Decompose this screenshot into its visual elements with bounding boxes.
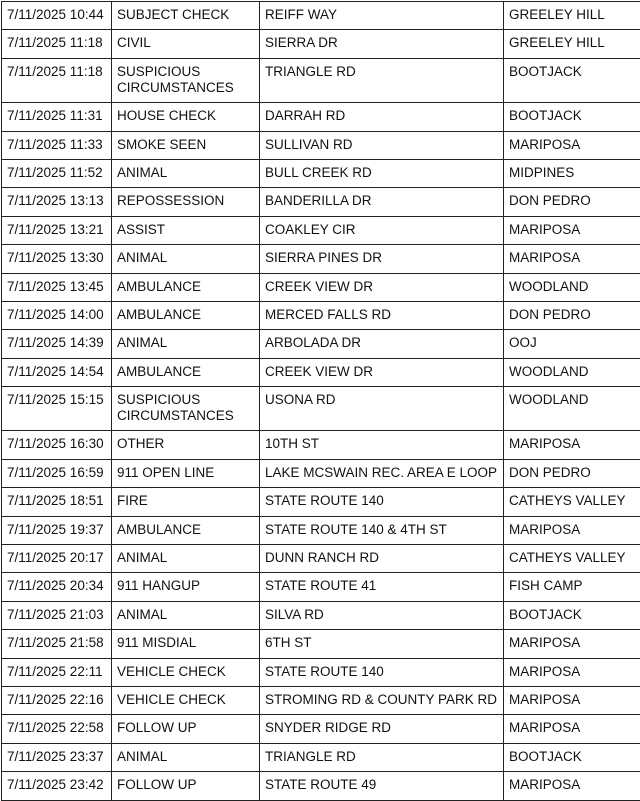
location-cell: CREEK VIEW DR	[260, 273, 504, 301]
location-cell: USONA RD	[260, 387, 504, 431]
call-type-cell: 911 HANGUP	[112, 573, 260, 601]
call-type-cell: ANIMAL	[112, 159, 260, 187]
datetime-cell: 7/11/2025 19:37	[2, 516, 112, 544]
table-row	[2, 573, 640, 601]
table-row	[2, 216, 640, 244]
table-row	[2, 715, 640, 743]
location-cell: BULL CREEK RD	[260, 159, 504, 187]
call-type-cell: CIVIL	[112, 30, 260, 58]
location-cell: COAKLEY CIR	[260, 216, 504, 244]
datetime-cell: 7/11/2025 21:58	[2, 630, 112, 658]
city-cell: FISH CAMP	[504, 573, 640, 601]
location-cell: SIERRA DR	[260, 30, 504, 58]
datetime-cell: 7/11/2025 14:54	[2, 358, 112, 386]
table-row	[2, 743, 640, 771]
call-type-cell: SUBJECT CHECK	[112, 2, 260, 30]
table-row	[2, 103, 640, 131]
datetime-cell: 7/11/2025 11:33	[2, 131, 112, 159]
table-row	[2, 658, 640, 686]
datetime-cell: 7/11/2025 10:44	[2, 2, 112, 30]
call-type-cell: HOUSE CHECK	[112, 103, 260, 131]
location-cell: STATE ROUTE 140 & 4TH ST	[260, 516, 504, 544]
location-cell: SNYDER RIDGE RD	[260, 715, 504, 743]
table-row	[2, 459, 640, 487]
datetime-cell: 7/11/2025 22:11	[2, 658, 112, 686]
city-cell: MARIPOSA	[504, 772, 640, 800]
table-row	[2, 188, 640, 216]
location-cell: CREEK VIEW DR	[260, 358, 504, 386]
city-cell: MARIPOSA	[504, 131, 640, 159]
city-cell: OOJ	[504, 330, 640, 358]
table-row	[2, 131, 640, 159]
location-cell: DUNN RANCH RD	[260, 545, 504, 573]
datetime-cell: 7/11/2025 23:42	[2, 772, 112, 800]
call-type-cell: SMOKE SEEN	[112, 131, 260, 159]
call-type-cell: ASSIST	[112, 216, 260, 244]
location-cell: STATE ROUTE 140	[260, 658, 504, 686]
datetime-cell: 7/11/2025 22:58	[2, 715, 112, 743]
table-row	[2, 686, 640, 714]
table-row	[2, 387, 640, 431]
call-type-cell: SUSPICIOUS CIRCUMSTANCES	[112, 387, 260, 431]
table-row	[2, 545, 640, 573]
datetime-cell: 7/11/2025 21:03	[2, 601, 112, 629]
call-type-cell: ANIMAL	[112, 601, 260, 629]
table-row	[2, 301, 640, 329]
call-type-cell: OTHER	[112, 431, 260, 459]
table-row	[2, 516, 640, 544]
city-cell: MIDPINES	[504, 159, 640, 187]
datetime-cell: 7/11/2025 11:18	[2, 30, 112, 58]
city-cell: WOODLAND	[504, 358, 640, 386]
city-cell: MARIPOSA	[504, 245, 640, 273]
datetime-cell: 7/11/2025 13:21	[2, 216, 112, 244]
city-cell: MARIPOSA	[504, 715, 640, 743]
location-cell: REIFF WAY	[260, 2, 504, 30]
city-cell: GREELEY HILL	[504, 30, 640, 58]
datetime-cell: 7/11/2025 13:30	[2, 245, 112, 273]
location-cell: STATE ROUTE 41	[260, 573, 504, 601]
call-log-body	[2, 2, 640, 801]
call-type-cell: SUSPICIOUS CIRCUMSTANCES	[112, 58, 260, 102]
location-cell: MERCED FALLS RD	[260, 301, 504, 329]
call-type-cell: 911 MISDIAL	[112, 630, 260, 658]
call-type-cell: AMBULANCE	[112, 516, 260, 544]
call-type-cell: ANIMAL	[112, 545, 260, 573]
call-type-cell: FOLLOW UP	[112, 772, 260, 800]
datetime-cell: 7/11/2025 20:17	[2, 545, 112, 573]
table-row	[2, 159, 640, 187]
city-cell: MARIPOSA	[504, 216, 640, 244]
location-cell: SULLIVAN RD	[260, 131, 504, 159]
location-cell: 10TH ST	[260, 431, 504, 459]
location-cell: STROMING RD & COUNTY PARK RD	[260, 686, 504, 714]
call-type-cell: VEHICLE CHECK	[112, 658, 260, 686]
city-cell: WOODLAND	[504, 273, 640, 301]
location-cell: SIERRA PINES DR	[260, 245, 504, 273]
datetime-cell: 7/11/2025 11:18	[2, 58, 112, 102]
table-row	[2, 245, 640, 273]
table-row	[2, 2, 640, 30]
city-cell: BOOTJACK	[504, 103, 640, 131]
datetime-cell: 7/11/2025 13:45	[2, 273, 112, 301]
location-cell: LAKE MCSWAIN REC. AREA E LOOP	[260, 459, 504, 487]
city-cell: MARIPOSA	[504, 686, 640, 714]
location-cell: ARBOLADA DR	[260, 330, 504, 358]
location-cell: BANDERILLA DR	[260, 188, 504, 216]
call-type-cell: FIRE	[112, 488, 260, 516]
city-cell: WOODLAND	[504, 387, 640, 431]
call-type-cell: REPOSSESSION	[112, 188, 260, 216]
table-row	[2, 273, 640, 301]
location-cell: STATE ROUTE 49	[260, 772, 504, 800]
call-type-cell: 911 OPEN LINE	[112, 459, 260, 487]
city-cell: DON PEDRO	[504, 459, 640, 487]
datetime-cell: 7/11/2025 11:31	[2, 103, 112, 131]
city-cell: MARIPOSA	[504, 516, 640, 544]
table-row	[2, 601, 640, 629]
table-row	[2, 330, 640, 358]
location-cell: SILVA RD	[260, 601, 504, 629]
city-cell: GREELEY HILL	[504, 2, 640, 30]
city-cell: DON PEDRO	[504, 188, 640, 216]
location-cell: TRIANGLE RD	[260, 743, 504, 771]
call-type-cell: AMBULANCE	[112, 273, 260, 301]
datetime-cell: 7/11/2025 22:16	[2, 686, 112, 714]
city-cell: DON PEDRO	[504, 301, 640, 329]
datetime-cell: 7/11/2025 13:13	[2, 188, 112, 216]
location-cell: DARRAH RD	[260, 103, 504, 131]
datetime-cell: 7/11/2025 20:34	[2, 573, 112, 601]
call-type-cell: VEHICLE CHECK	[112, 686, 260, 714]
datetime-cell: 7/11/2025 23:37	[2, 743, 112, 771]
table-row	[2, 358, 640, 386]
call-log-table	[1, 1, 640, 801]
table-row	[2, 431, 640, 459]
table-row	[2, 772, 640, 800]
location-cell: 6TH ST	[260, 630, 504, 658]
table-row	[2, 488, 640, 516]
call-type-cell: FOLLOW UP	[112, 715, 260, 743]
call-type-cell: ANIMAL	[112, 245, 260, 273]
city-cell: MARIPOSA	[504, 630, 640, 658]
datetime-cell: 7/11/2025 15:15	[2, 387, 112, 431]
city-cell: MARIPOSA	[504, 431, 640, 459]
city-cell: BOOTJACK	[504, 601, 640, 629]
call-type-cell: AMBULANCE	[112, 358, 260, 386]
city-cell: BOOTJACK	[504, 743, 640, 771]
table-row	[2, 630, 640, 658]
city-cell: BOOTJACK	[504, 58, 640, 102]
table-row	[2, 30, 640, 58]
datetime-cell: 7/11/2025 16:30	[2, 431, 112, 459]
location-cell: STATE ROUTE 140	[260, 488, 504, 516]
call-type-cell: AMBULANCE	[112, 301, 260, 329]
datetime-cell: 7/11/2025 14:39	[2, 330, 112, 358]
datetime-cell: 7/11/2025 11:52	[2, 159, 112, 187]
call-type-cell: ANIMAL	[112, 743, 260, 771]
city-cell: MARIPOSA	[504, 658, 640, 686]
datetime-cell: 7/11/2025 18:51	[2, 488, 112, 516]
location-cell: TRIANGLE RD	[260, 58, 504, 102]
datetime-cell: 7/11/2025 16:59	[2, 459, 112, 487]
city-cell: CATHEYS VALLEY	[504, 488, 640, 516]
datetime-cell: 7/11/2025 14:00	[2, 301, 112, 329]
call-type-cell: ANIMAL	[112, 330, 260, 358]
table-row	[2, 58, 640, 102]
city-cell: CATHEYS VALLEY	[504, 545, 640, 573]
